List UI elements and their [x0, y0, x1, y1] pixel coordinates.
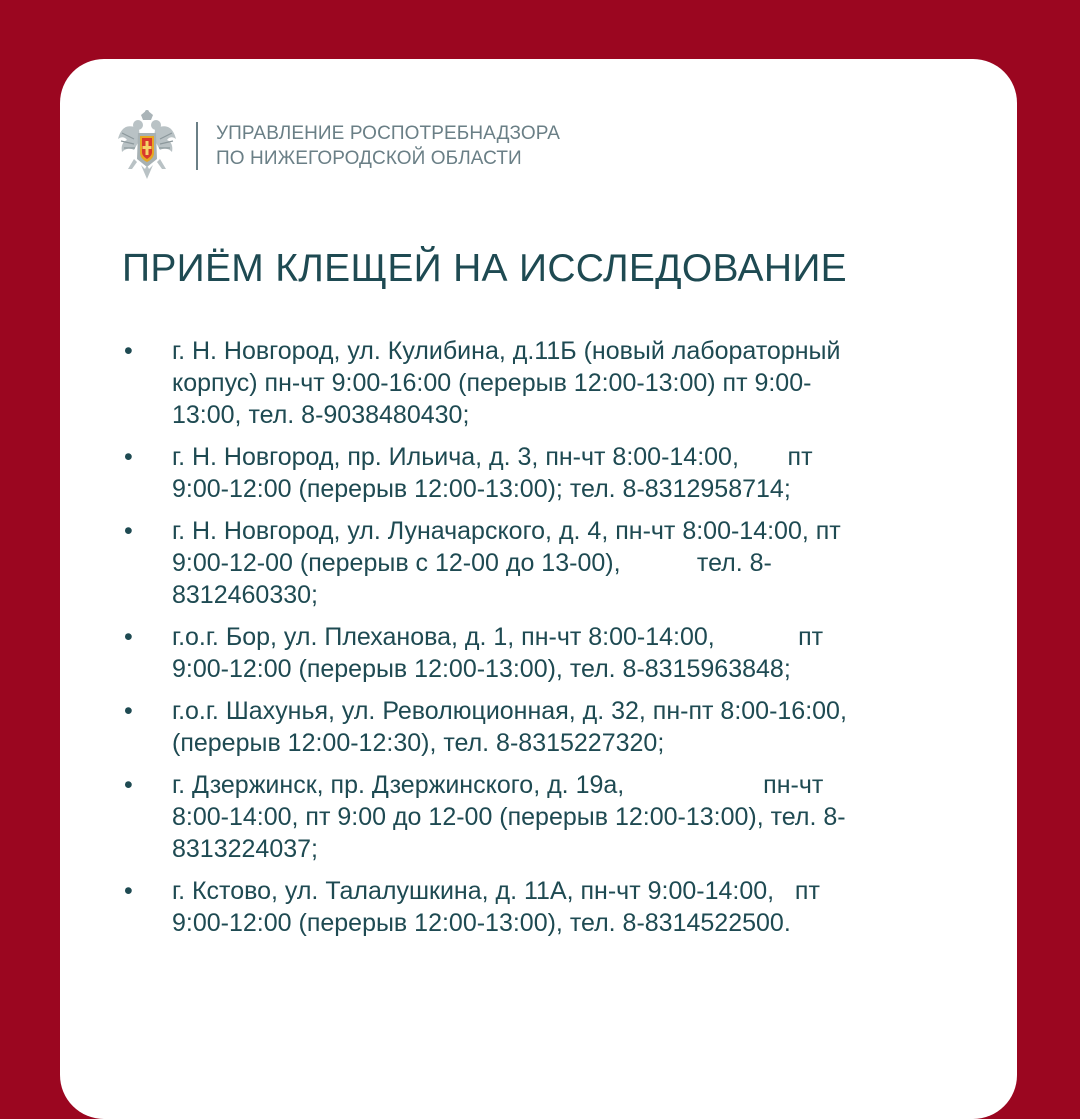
bullet-icon: • [124, 337, 133, 365]
list-item-line: г. Н. Новгород, ул. Луначарского, д. 4, пн-чт 8:00-14:00, пт [172, 517, 841, 545]
emblem-icon [116, 109, 178, 183]
list-item-line: 9:00-12:00 (перерыв 12:00-13:00), тел. 8-8314522500. [172, 909, 791, 937]
list-item [120, 695, 990, 759]
list-item-line: 8:00-14:00, пт 9:00 до 12-00 (перерыв 12:00-13:00), тел. 8- [172, 803, 846, 831]
list-item [120, 769, 990, 865]
list-item-line: 13:00, тел. 8-9038480430; [172, 401, 470, 429]
list-item-line: 8312460330; [172, 581, 318, 609]
list-item [120, 335, 990, 431]
bullet-icon: • [124, 443, 133, 471]
content-card [60, 59, 1017, 1119]
org-name-line2: ПО НИЖЕГОРОДСКОЙ ОБЛАСТИ [216, 148, 522, 169]
list-item [120, 441, 990, 505]
bullet-icon: • [124, 877, 133, 905]
list-item-line: 8313224037; [172, 835, 318, 863]
org-name-line1: УПРАВЛЕНИЕ РОСПОТРЕБНАДЗОРА [216, 123, 561, 144]
list-item [120, 621, 990, 685]
list-item-line: г.о.г. Шахунья, ул. Революционная, д. 32, пн-пт 8:00-16:00, [172, 697, 847, 725]
list-item-line: г. Дзержинск, пр. Дзержинского, д. 19а, пн-чт [172, 771, 824, 799]
address-list [120, 335, 990, 949]
header-divider [196, 122, 198, 170]
page-title: ПРИЁМ КЛЕЩЕЙ НА ИССЛЕДОВАНИЕ [122, 247, 847, 290]
list-item-line: г. Кстово, ул. Талалушкина, д. 11А, пн-чт 9:00-14:00, пт [172, 877, 820, 905]
bullet-icon: • [124, 623, 133, 651]
list-item-line: 9:00-12:00 (перерыв 12:00-13:00), тел. 8-8315963848; [172, 655, 791, 683]
list-item-line: (перерыв 12:00-12:30), тел. 8-8315227320; [172, 729, 665, 757]
list-item-line: г. Н. Новгород, ул. Кулибина, д.11Б (новый лабораторный [172, 337, 841, 365]
list-item-line: корпус) пн-чт 9:00-16:00 (перерыв 12:00-13:00) пт 9:00- [172, 369, 812, 397]
list-item-line: г.о.г. Бор, ул. Плеханова, д. 1, пн-чт 8:00-14:00, пт [172, 623, 824, 651]
bullet-icon: • [124, 771, 133, 799]
org-header [116, 107, 560, 185]
org-name [216, 121, 560, 171]
list-item [120, 515, 990, 611]
list-item [120, 875, 990, 939]
list-item-line: г. Н. Новгород, пр. Ильича, д. 3, пн-чт 8:00-14:00, пт [172, 443, 813, 471]
bullet-icon: • [124, 697, 133, 725]
bullet-icon: • [124, 517, 133, 545]
list-item-line: 9:00-12:00 (перерыв 12:00-13:00); тел. 8-8312958714; [172, 475, 791, 503]
list-item-line: 9:00-12-00 (перерыв с 12-00 до 13-00), тел. 8- [172, 549, 772, 577]
